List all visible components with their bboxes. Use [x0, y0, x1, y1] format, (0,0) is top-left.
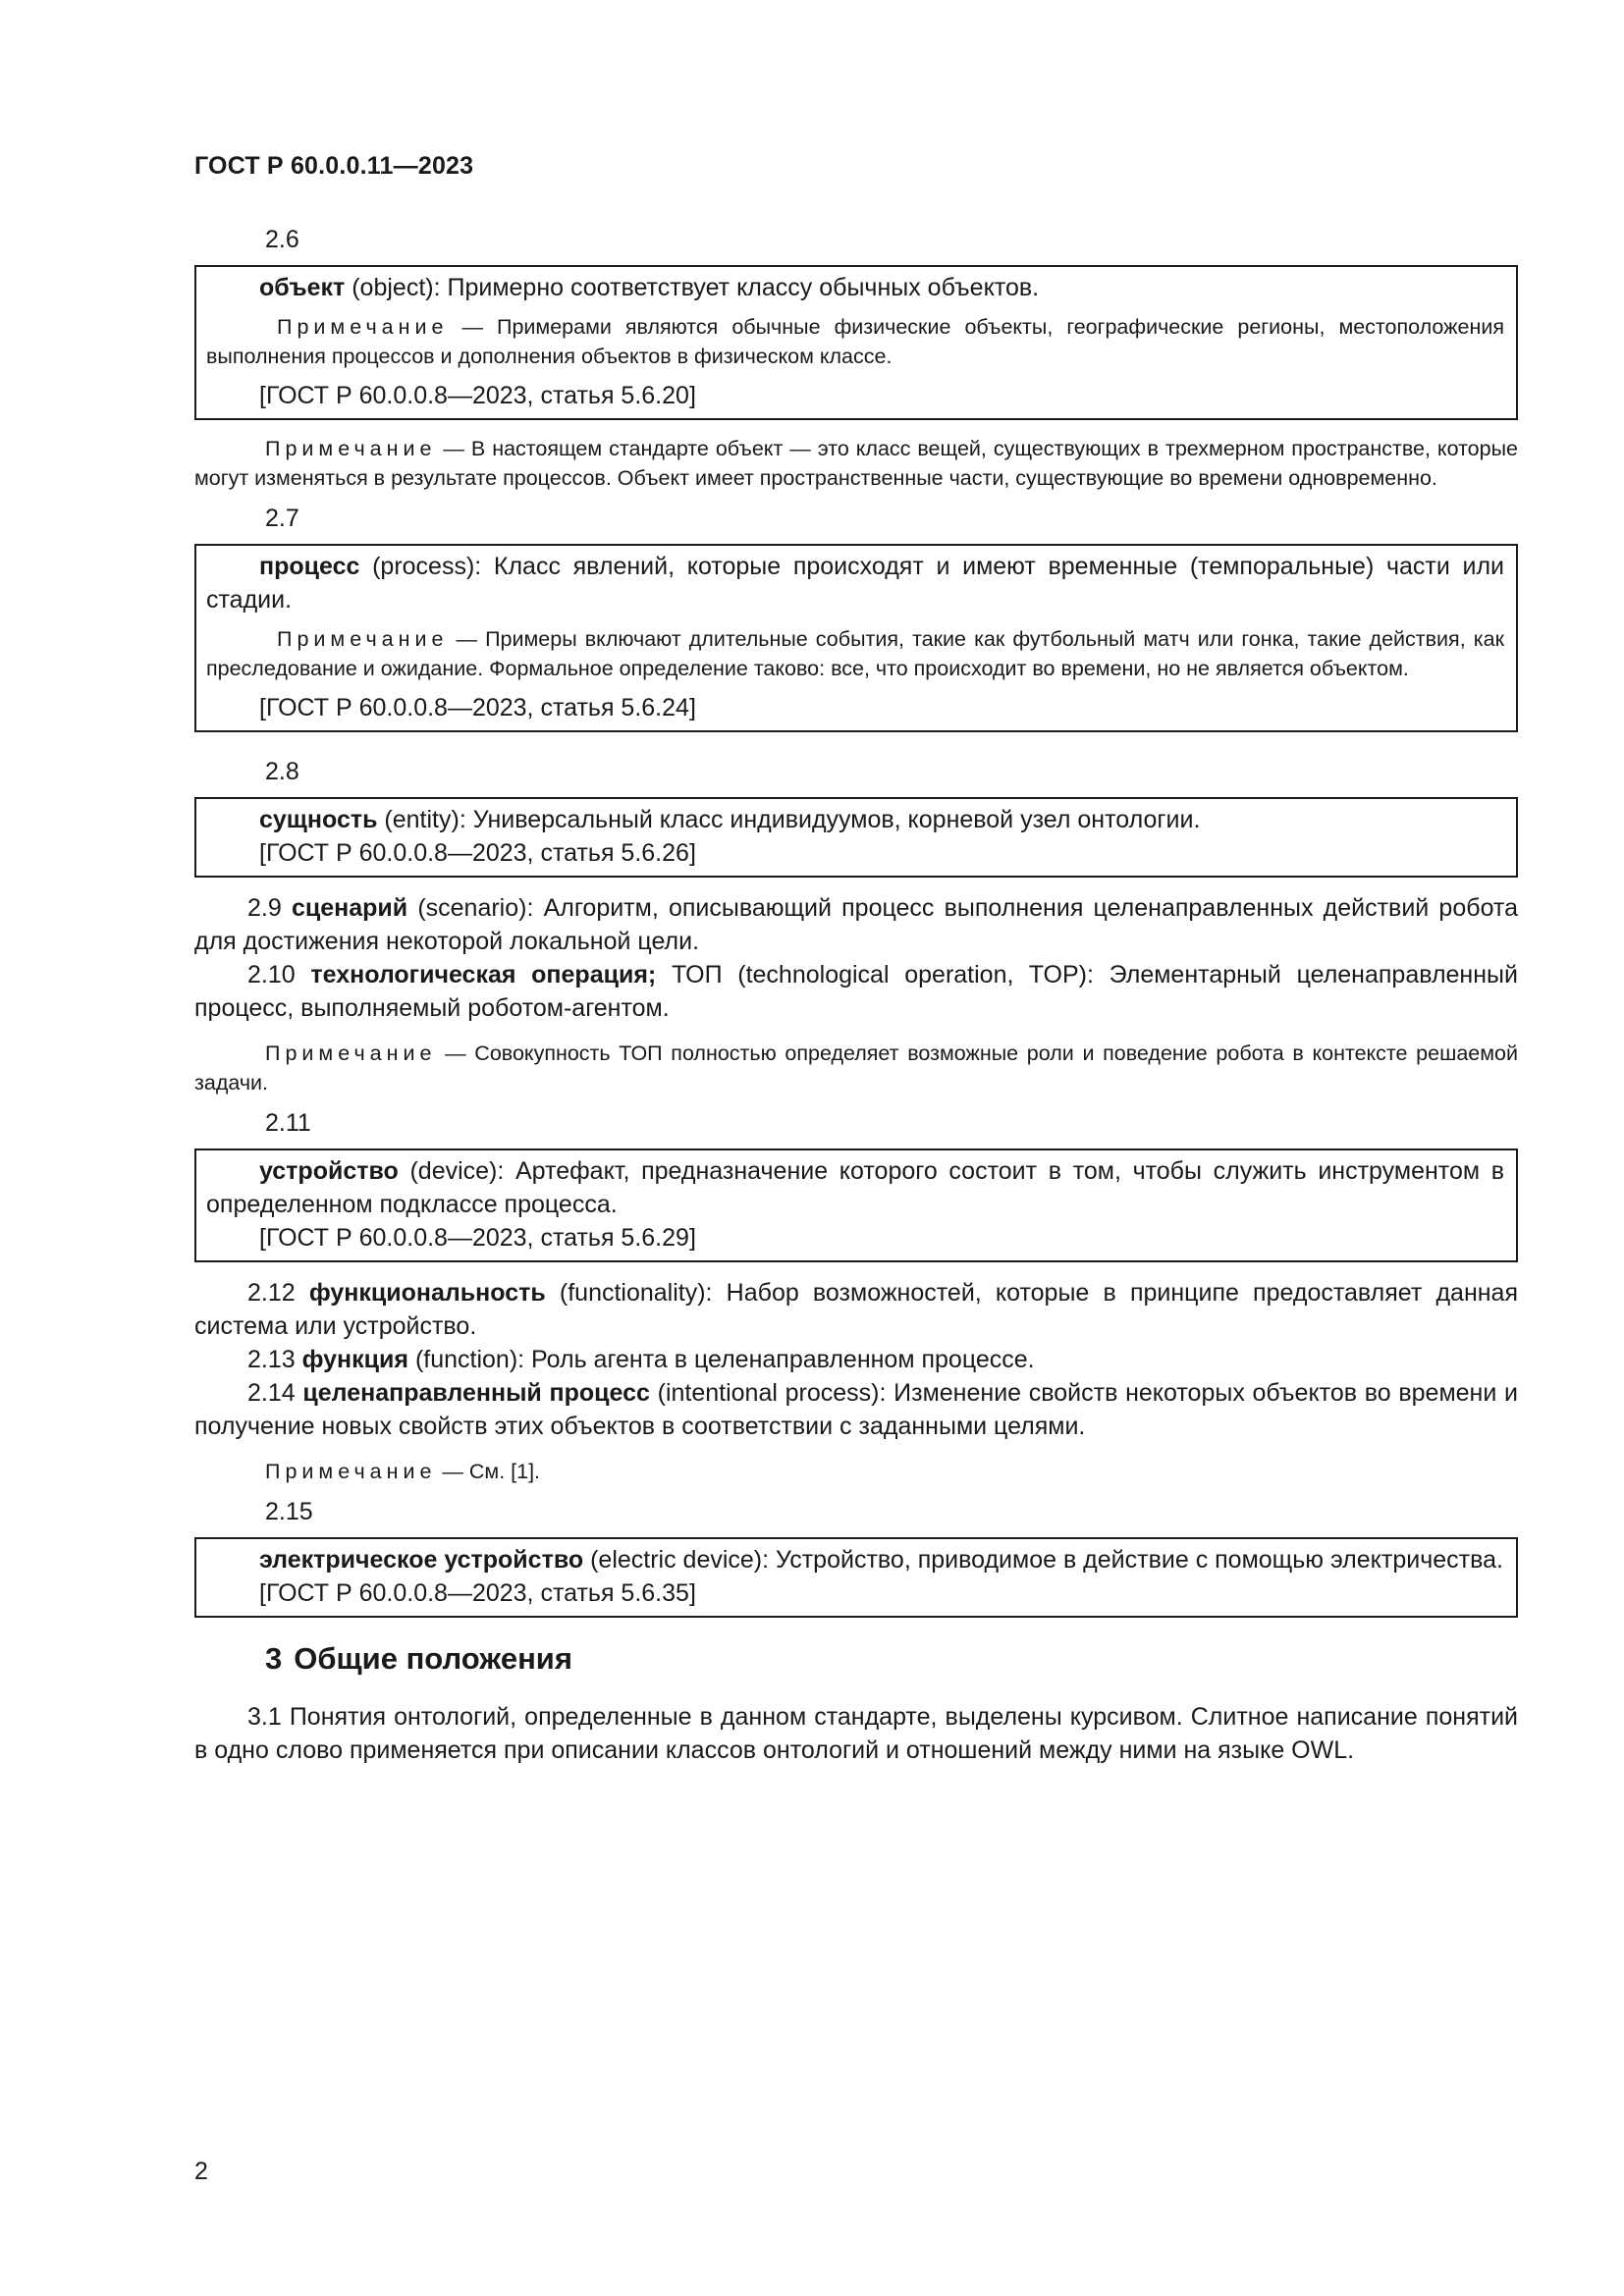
term-box-entity: [194, 797, 1518, 878]
term-number: 2.8: [265, 758, 299, 785]
term-number: 2.6: [265, 226, 299, 253]
term-name: технологическая операция;: [310, 961, 657, 988]
term-definition: объект (object): Примерно соответствует классу обычных объектов.: [259, 274, 1040, 301]
term-number: 2.11: [265, 1109, 311, 1137]
term-note: Примечание — Примеры включают длительные события, такие как футбольный матч или гонка, такие действия, как преследование и ожидание. Формальное определение таково: все, что происходит во времени, но не является объектом.: [206, 627, 1504, 680]
term-number: 2.15: [265, 1498, 313, 1525]
term-definition: устройство (device): Артефакт, предназначение которого состоит в том, чтобы служить инструментом в определенном подклассе процесса.: [206, 1157, 1504, 1218]
term-name: сущность: [259, 806, 378, 833]
term-source: [ГОСТ Р 60.0.0.8—2023, статья 5.6.35]: [259, 1579, 696, 1607]
term-name: сценарий: [291, 894, 408, 922]
section-number: 3: [265, 1641, 283, 1676]
term-definition: процесс (process): Класс явлений, которые происходят и имеют временные (темпоральные) части или стадии.: [206, 553, 1504, 614]
term-note: Примечание — Примерами являются обычные физические объекты, географические регионы, местоположения выполнения процессов и дополнения объектов в физическом классе.: [206, 315, 1504, 368]
section-title: Общие положения: [294, 1641, 572, 1676]
term-source: [ГОСТ Р 60.0.0.8—2023, статья 5.6.20]: [259, 382, 696, 409]
term-name: объект: [259, 274, 346, 301]
term-box-process: [194, 544, 1518, 732]
term-paragraph-function: 2.13 функция (function): Роль агента в целенаправленном процессе.: [247, 1346, 1035, 1373]
term-name: процесс: [259, 553, 360, 580]
note-label: Примечание: [277, 627, 449, 651]
term-name: целенаправленный процесс: [302, 1379, 650, 1407]
term-definition: сущность (entity): Универсальный класс индивидуумов, корневой узел онтологии.: [259, 806, 1201, 833]
note-paragraph: Примечание — В настоящем стандарте объект — это класс вещей, существующих в трехмерном пространстве, которые могут изменяться в результате процессов. Объект имеет пространственные части, существующие во времени одновременно.: [194, 437, 1518, 490]
term-name: устройство: [259, 1157, 399, 1185]
term-name: электрическое устройство: [259, 1546, 584, 1574]
note-label: Примечание: [265, 437, 437, 460]
term-box-device: [194, 1148, 1518, 1262]
section-heading: [194, 1637, 1518, 1681]
note-paragraph: Примечание — Совокупность ТОП полностью определяет возможные роли и поведение робота в контексте решаемой задачи.: [194, 1041, 1518, 1095]
term-number: 2.7: [265, 505, 299, 532]
term-source: [ГОСТ Р 60.0.0.8—2023, статья 5.6.26]: [259, 839, 696, 867]
term-box-object: [194, 265, 1518, 420]
note-paragraph: Примечание — См. [1].: [265, 1460, 541, 1483]
term-paragraph-functionality: 2.12 функциональность (functionality): Набор возможностей, которые в принципе предоставляет данная система или устройство.: [194, 1279, 1518, 1340]
note-label: Примечание: [277, 315, 449, 339]
page-number: 2: [194, 2158, 208, 2185]
term-definition: электрическое устройство (electric device): Устройство, приводимое в действие с помощью электричества.: [259, 1546, 1503, 1574]
document-header: ГОСТ Р 60.0.0.11—2023: [194, 152, 474, 180]
document-body: [194, 222, 1518, 1767]
term-source: [ГОСТ Р 60.0.0.8—2023, статья 5.6.24]: [259, 694, 696, 721]
term-source: [ГОСТ Р 60.0.0.8—2023, статья 5.6.29]: [259, 1224, 696, 1252]
term-box-electric-device: [194, 1537, 1518, 1618]
term-paragraph-intentional-process: 2.14 целенаправленный процесс (intentional process): Изменение свойств некоторых объектов во времени и получение новых свойств этих объектов в соответствии с заданными целями.: [194, 1379, 1518, 1440]
note-label: Примечание: [265, 1460, 437, 1483]
note-label: Примечание: [265, 1041, 437, 1065]
term-name: функция: [301, 1346, 408, 1373]
term-paragraph-scenario: 2.9 сценарий (scenario): Алгоритм, описывающий процесс выполнения целенаправленных действий робота для достижения некоторой локальной цели.: [194, 894, 1518, 955]
section-paragraph: 3.1 Понятия онтологий, определенные в данном стандарте, выделены курсивом. Слитное написание понятий в одно слово применяется при описании классов онтологий и отношений между ними на языке OWL.: [194, 1703, 1518, 1764]
term-paragraph-operation: 2.10 технологическая операция; ТОП (technological operation, TOP): Элементарный целенаправленный процесс, выполняемый роботом-агентом.: [194, 961, 1518, 1022]
term-name: функциональность: [308, 1279, 546, 1307]
